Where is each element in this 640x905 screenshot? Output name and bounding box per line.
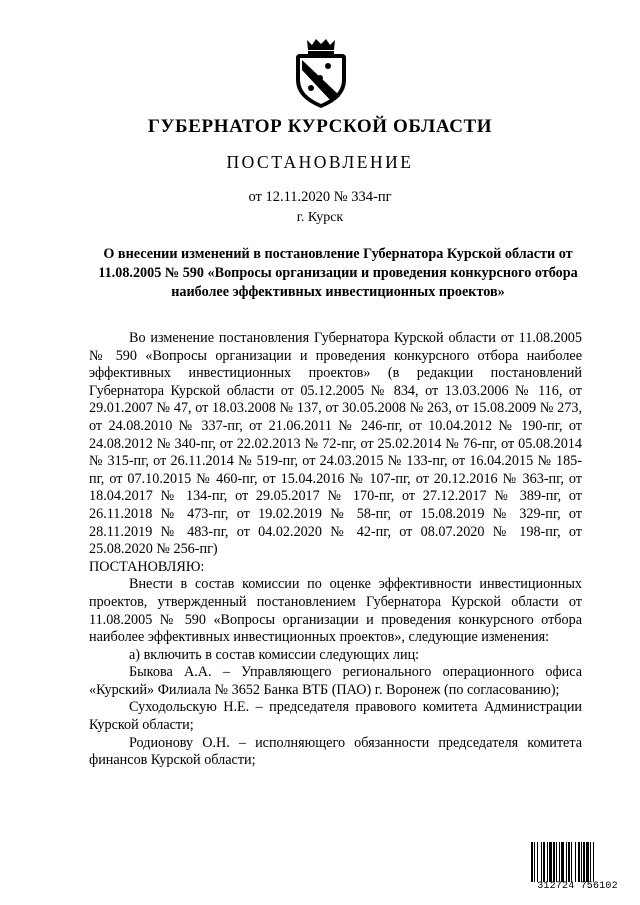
barcode-number: 312724 756102: [537, 881, 618, 892]
member-sukhodolskaya-paragraph: Суходольскую Н.Е. – председателя правового комитета Администрации Курской области;: [89, 699, 582, 734]
barcode: [530, 842, 625, 894]
decree-heading: ПОСТАНОВЛЕНИЕ: [226, 152, 414, 172]
decree-date-number: от 12.11.2020 № 334-пг: [248, 189, 392, 205]
barcode-bars-icon: [530, 842, 625, 882]
governor-heading: ГУБЕРНАТОР КУРСКОЙ ОБЛАСТИ: [147, 116, 493, 137]
member-rodionova-paragraph: Родионову О.Н. – исполняющего обязанности председателя комитета финансов Курской области;: [89, 734, 582, 769]
item-a-paragraph: а) включить в состав комиссии следующих лиц:: [129, 646, 420, 663]
decree-body: [89, 330, 582, 770]
amendment-paragraph: Внести в состав комиссии по оценке эффективности инвестиционных проектов, утвержденный постановлением Губернатора Курской области от 11.08.2005 № 590 «Вопросы организации и проведения конкурсного отбора наиболее эффективных инвестиционных проектов», следующие изменения:: [89, 576, 582, 646]
preamble-paragraph: Во изменение постановления Губернатора Курской области от 11.08.2005 № 590 «Вопросы организации и проведения конкурсного отбора наиболее эффективных инвестиционных проектов» (в редакции постановлений Губернатора Курской области от 05.12.2005 № 834, от 13.03.2006 № 116, от 29.01.2007 № 47, от 18.03.2008 № 137, от 30.05.2008 № 263, от 15.08.2009 № 273, от 24.08.2010 № 337-пг, от 21.06.2011 № 246-пг, от 10.04.2012 № 190-пг, от 24.08.2012 № 340-пг, от 22.02.2013 № 72-пг, от 25.02.2014 № 76-пг, от 05.08.2014 № 315-пг, от 26.11.2014 № 519-пг, от 24.03.2015 № 133-пг, от 16.04.2015 № 185-пг, от 07.10.2015 № 460-пг, от 15.04.2016 № 107-пг, от 20.12.2016 № 363-пг, от 18.04.2017 № 134-пг, от 29.05.2017 № 170-пг, от 27.12.2017 № 389-пг, от 26.11.2018 № 473-пг, от 19.02.2019 № 58-пг, от 15.08.2019 № 329-пг, от 28.11.2019 № 483-пг, от 04.02.2020 № 42-пг, от 08.07.2020 № 198-пг, от 25.08.2020 № 256-пг): [89, 330, 582, 558]
decree-title: О внесении изменений в постановление Губернатора Курской области от 11.08.2005 № 590 «Вопросы организации и проведения конкурсного отбора наиболее эффективных инвестиционных проектов»: [98, 246, 578, 300]
member-bykov-paragraph: Быкова А.А. – Управляющего регионального операционного офиса «Курский» Филиала № 3652 Банка ВТБ (ПАО) г. Воронеж (по согласованию);: [89, 664, 582, 698]
resolve-word: ПОСТАНОВЛЯЮ:: [89, 558, 205, 575]
kursk-coat-of-arms-icon: [290, 36, 352, 110]
decree-city: г. Курск: [296, 210, 344, 225]
